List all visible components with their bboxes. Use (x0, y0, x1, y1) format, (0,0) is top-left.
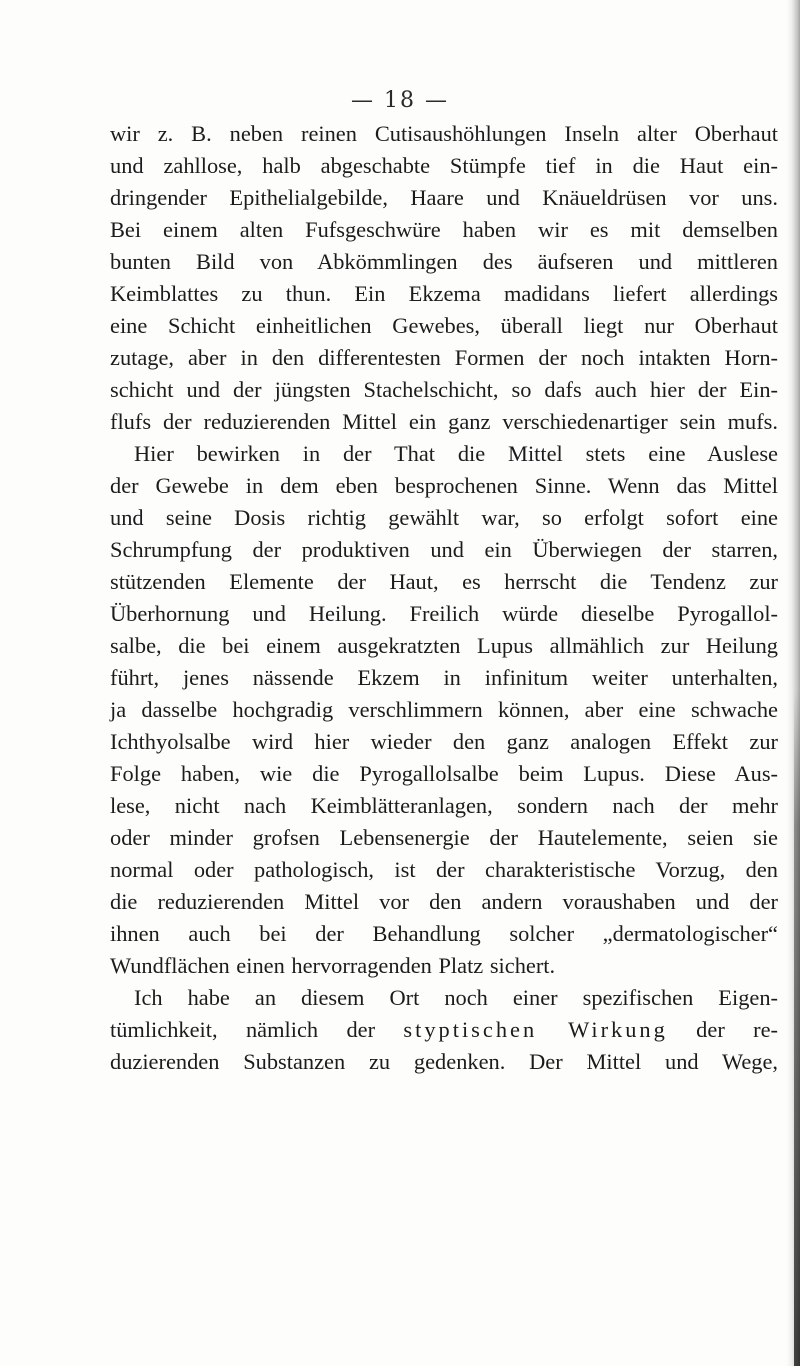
text-line: schicht und der jüngsten Stachelschicht, so dafs auch hier der Ein- (110, 377, 778, 402)
text-line: und zahllose, halb abgeschabte Stümpfe tief in die Haut ein- (110, 153, 778, 178)
text-line: eine Schicht einheitlichen Gewebes, überall liegt nur Oberhaut (110, 313, 778, 338)
text-line: wir z. B. neben reinen Cutisaushöhlungen Inseln alter Oberhaut (110, 121, 778, 146)
text-line: Schrumpfung der produktiven und ein Überwiegen der starren, (110, 537, 778, 562)
page-number: — 18 — (351, 88, 449, 113)
text-segment: tümlichkeit, nämlich der (110, 1017, 404, 1042)
text-line: Keimblattes zu thun. Ein Ekzema madidans liefert allerdings (110, 281, 778, 306)
text-line: Bei einem alten Fufsgeschwüre haben wir es mit demselben (110, 217, 778, 242)
text-line: salbe, die bei einem ausgekratzten Lupus allmählich zur Heilung (110, 633, 778, 658)
text-line: stützenden Elemente der Haut, es herrscht die Tendenz zur (110, 569, 778, 594)
text-line-emphasis (110, 1014, 778, 1046)
text-line: Folge haben, wie die Pyrogallolsalbe beim Lupus. Diese Aus- (110, 761, 778, 786)
text-line: der Gewebe in dem eben besprochenen Sinne. Wenn das Mittel (110, 473, 778, 498)
text-line: zutage, aber in den differentesten Formen der noch intakten Horn- (110, 345, 778, 370)
page-edge-dark (794, 690, 800, 1366)
text-line: und seine Dosis richtig gewählt war, so erfolgt sofort eine (110, 505, 778, 530)
text-line: Hier bewirken in der That die Mittel stets eine Auslese (134, 441, 778, 466)
text-line: ja dasselbe hochgradig verschlimmern können, aber eine schwache (110, 697, 778, 722)
text-line: die reduzierenden Mittel vor den andern voraushaben und der (110, 889, 778, 914)
text-line: duzierenden Substanzen zu gedenken. Der Mittel und Wege, (110, 1049, 778, 1074)
text-line: ihnen auch bei der Behandlung solcher „dermatologischer“ (110, 921, 778, 946)
text-line: führt, jenes nässende Ekzem in infinitum weiter unterhalten, (110, 665, 778, 690)
text-line: flufs der reduzierenden Mittel ein ganz verschiedenartiger sein mufs. (110, 409, 778, 434)
text-line: Ich habe an diesem Ort noch einer spezifischen Eigen- (134, 985, 778, 1010)
text-line: Ichthyolsalbe wird hier wieder den ganz analogen Effekt zur (110, 729, 778, 754)
text-line: oder minder grofsen Lebensenergie der Hautelemente, seien sie (110, 825, 778, 850)
text-line: Wundflächen einen hervorragenden Platz sichert. (110, 953, 556, 978)
spaced-emphasis: styptischen Wirkung (403, 1017, 668, 1042)
text-line: Überhornung und Heilung. Freilich würde dieselbe Pyrogallol- (110, 601, 778, 626)
text-line: bunten Bild von Abkömmlingen des äufseren und mittleren (110, 249, 778, 274)
text-line: lese, nicht nach Keimblätteranlagen, sondern nach der mehr (110, 793, 778, 818)
text-segment: der re- (667, 1017, 778, 1042)
text-line: dringender Epithelialgebilde, Haare und Knäueldrüsen vor uns. (110, 185, 778, 210)
text-line: normal oder pathologisch, ist der charakteristische Vorzug, den (110, 857, 778, 882)
body-text (110, 118, 778, 1078)
